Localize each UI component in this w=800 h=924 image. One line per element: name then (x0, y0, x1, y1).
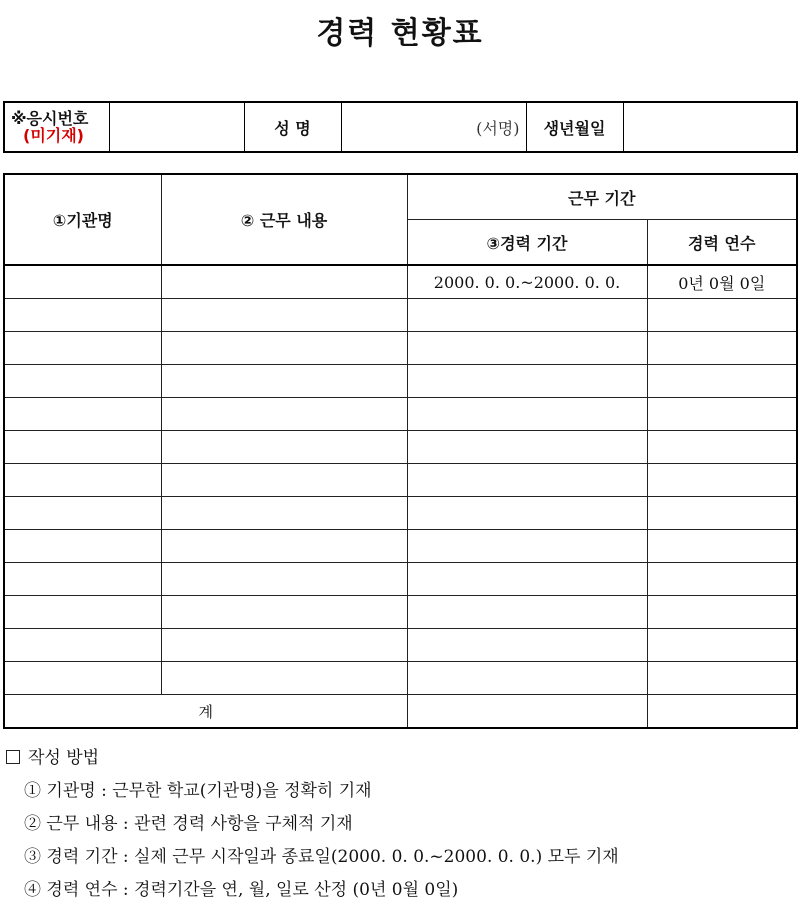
period-cell[interactable] (407, 332, 647, 365)
table-row (4, 398, 797, 431)
org-cell[interactable] (4, 662, 161, 695)
work-cell[interactable] (161, 332, 407, 365)
org-cell[interactable] (4, 398, 161, 431)
work-cell[interactable] (161, 563, 407, 596)
table-row (4, 332, 797, 365)
years-cell[interactable] (647, 596, 797, 629)
period-cell[interactable] (407, 662, 647, 695)
years-cell[interactable]: 0년 0월 0일 (647, 265, 797, 299)
period-cell[interactable] (407, 563, 647, 596)
exam-number-field[interactable] (109, 102, 244, 152)
birth-date-label: 생년월일 (526, 102, 623, 152)
name-field[interactable] (341, 102, 526, 152)
column-header-period-group: 근무 기간 (407, 174, 797, 220)
career-table (3, 173, 798, 729)
period-cell[interactable] (407, 629, 647, 662)
instruction-item: ③ 경력 기간 : 실제 근무 시작일과 종료일(2000. 0. 0.~2000. 0. 0.) 모두 기재 (24, 847, 619, 867)
instruction-item: ② 근무 내용 : 관련 경력 사항을 구체적 기재 (24, 814, 353, 834)
instructions-heading (6, 742, 796, 775)
period-cell[interactable] (407, 497, 647, 530)
column-header-years: 경력 연수 (647, 220, 797, 266)
org-cell[interactable] (4, 530, 161, 563)
total-label: 계 (4, 695, 407, 729)
table-row (4, 431, 797, 464)
table-row (4, 464, 797, 497)
column-header-work: ② 근무 내용 (161, 174, 407, 265)
org-cell[interactable] (4, 596, 161, 629)
checkbox-square-icon (6, 750, 20, 764)
column-header-org: ①기관명 (4, 174, 161, 265)
org-cell[interactable] (4, 464, 161, 497)
org-cell[interactable] (4, 332, 161, 365)
org-cell[interactable] (4, 563, 161, 596)
table-row (4, 299, 797, 332)
years-cell[interactable] (647, 464, 797, 497)
period-cell[interactable] (407, 398, 647, 431)
instructions-section (6, 742, 796, 907)
exam-number-note: (미기재) (23, 126, 84, 145)
years-cell[interactable] (647, 662, 797, 695)
period-cell[interactable] (407, 530, 647, 563)
years-cell[interactable] (647, 431, 797, 464)
years-cell[interactable] (647, 530, 797, 563)
sign-label: (서명) (476, 118, 520, 138)
work-cell[interactable] (161, 464, 407, 497)
period-cell[interactable] (407, 431, 647, 464)
org-cell[interactable] (4, 629, 161, 662)
org-cell[interactable] (4, 431, 161, 464)
period-cell[interactable] (407, 464, 647, 497)
period-cell[interactable] (407, 596, 647, 629)
applicant-info-table (3, 101, 798, 153)
org-cell[interactable] (4, 497, 161, 530)
work-cell[interactable] (161, 497, 407, 530)
work-cell[interactable] (161, 662, 407, 695)
instruction-item: ④ 경력 연수 : 경력기간을 연, 월, 일로 산정 (0년 0월 0일) (24, 880, 459, 900)
page-title: 경력 현황표 (316, 16, 484, 51)
period-cell[interactable] (407, 365, 647, 398)
years-cell[interactable] (647, 563, 797, 596)
table-row (4, 596, 797, 629)
table-row (4, 530, 797, 563)
work-cell[interactable] (161, 431, 407, 464)
birth-date-field[interactable] (623, 102, 797, 152)
table-row (4, 563, 797, 596)
years-cell[interactable] (647, 365, 797, 398)
work-cell[interactable] (161, 299, 407, 332)
work-cell[interactable] (161, 596, 407, 629)
years-cell[interactable] (647, 332, 797, 365)
work-cell[interactable] (161, 530, 407, 563)
table-row (4, 497, 797, 530)
exam-number-label-text: ※응시번호 (11, 109, 89, 128)
instructions-heading-text: 작성 방법 (28, 748, 100, 768)
period-cell[interactable] (407, 299, 647, 332)
table-row (4, 265, 797, 299)
org-cell[interactable] (4, 265, 161, 299)
table-row (4, 629, 797, 662)
name-label: 성 명 (244, 102, 341, 152)
years-cell[interactable] (647, 299, 797, 332)
column-header-period: ③경력 기간 (407, 220, 647, 266)
total-years-cell[interactable] (647, 695, 797, 729)
years-cell[interactable] (647, 629, 797, 662)
instruction-item: ① 기관명 : 근무한 학교(기관명)을 정확히 기재 (24, 781, 372, 801)
work-cell[interactable] (161, 629, 407, 662)
org-cell[interactable] (4, 299, 161, 332)
total-period-cell[interactable] (407, 695, 647, 729)
exam-number-label (4, 102, 109, 152)
table-row (4, 662, 797, 695)
table-row (4, 365, 797, 398)
total-row (4, 695, 797, 729)
years-cell[interactable] (647, 398, 797, 431)
work-cell[interactable] (161, 398, 407, 431)
period-cell[interactable]: 2000. 0. 0.~2000. 0. 0. (407, 265, 647, 299)
work-cell[interactable] (161, 365, 407, 398)
years-cell[interactable] (647, 497, 797, 530)
work-cell[interactable] (161, 265, 407, 299)
org-cell[interactable] (4, 365, 161, 398)
